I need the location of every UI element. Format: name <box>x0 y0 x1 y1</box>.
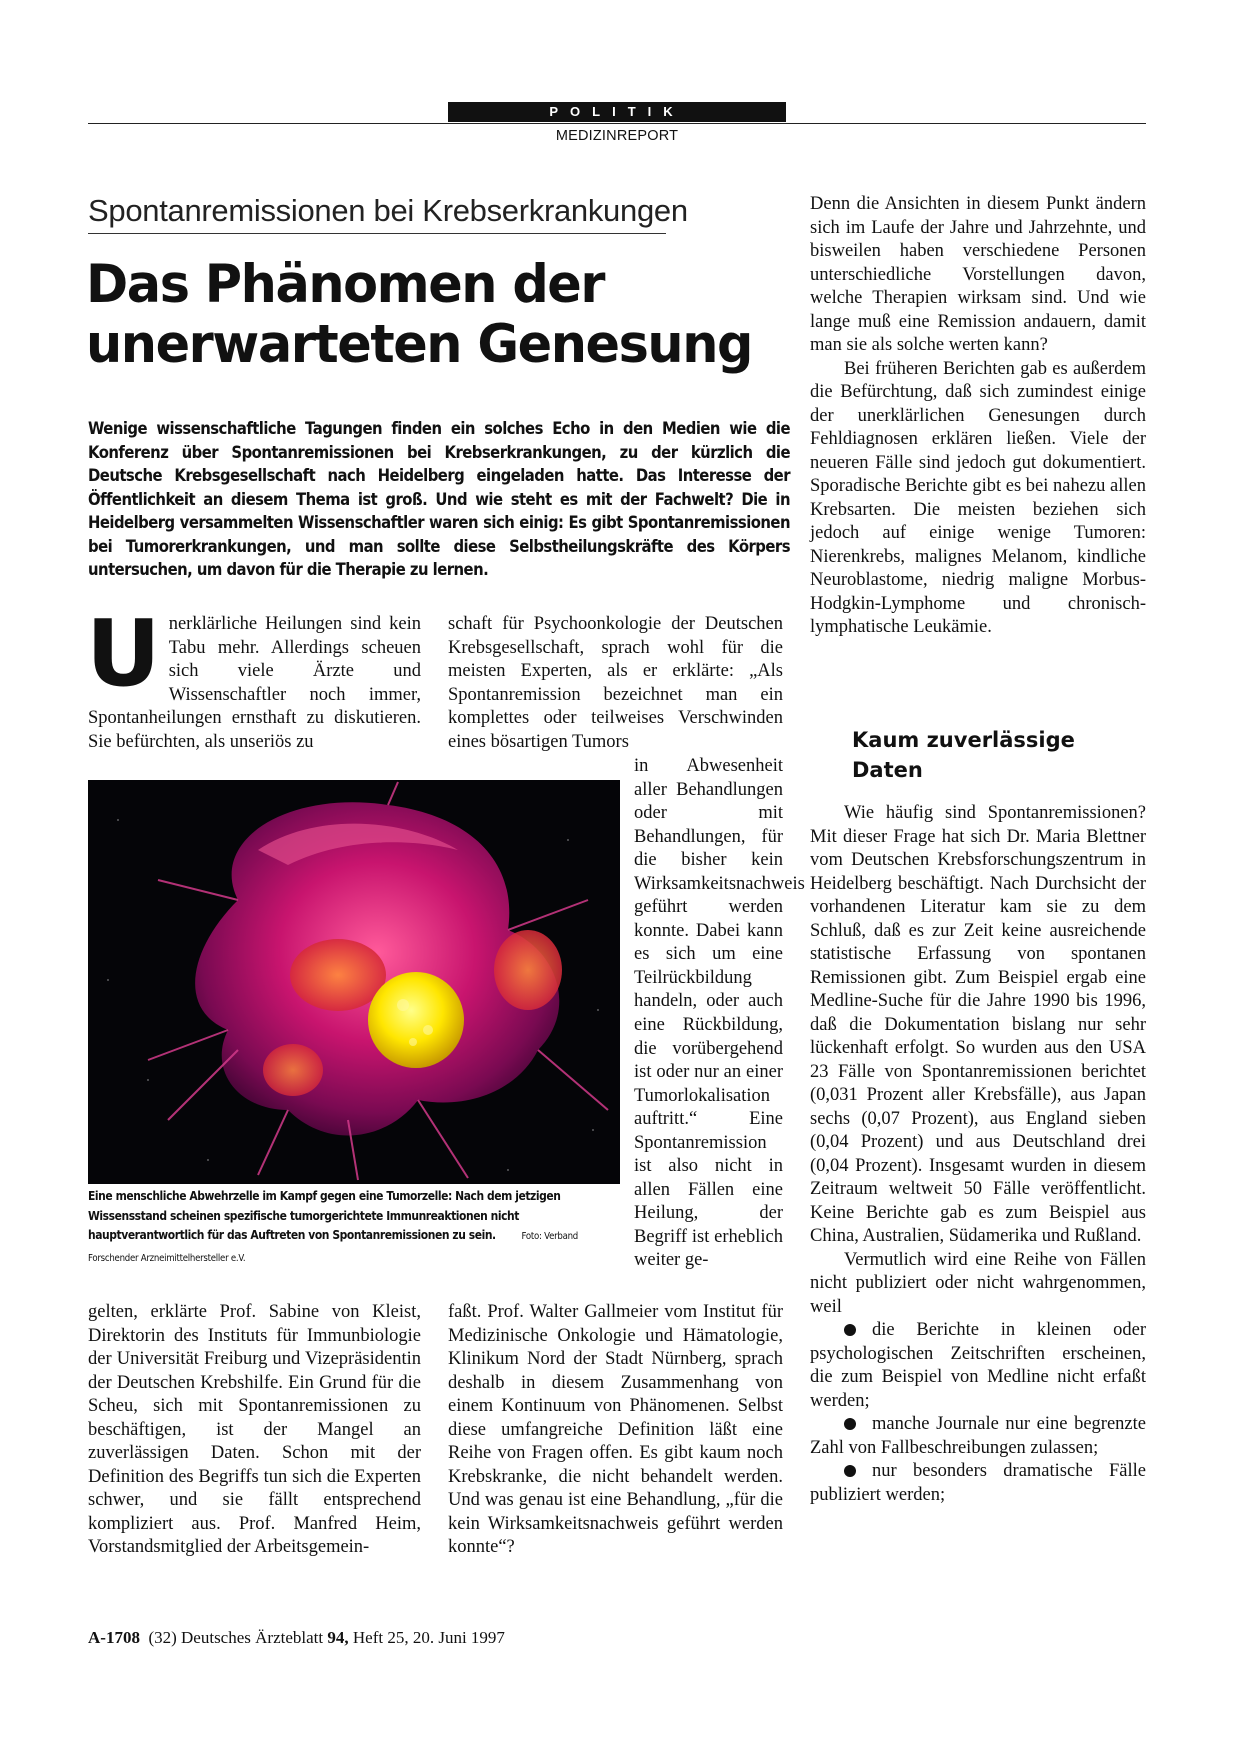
bullet-icon <box>844 1465 856 1477</box>
bullet-item: manche Journale nur eine begrenzte Zahl von Fallbeschreibungen zulassen; <box>810 1414 1146 1458</box>
bullet-icon <box>844 1418 856 1430</box>
column-3-paragraph-3: Wie häufig sind Spontanremissionen? Mit dieser Frage hat sich Dr. Maria Blettner vom Deutschen Krebsforschungszentrum in Heidelberg beschäftigt. Nach Durchsicht der vorhandenen Literatur kam sie zu dem Schluß, daß es zur Zeit keine ausreichende statistische Erfassung von spontanen Remissionen gibt. Zum Beispiel ergab eine Medline-Suche für die Jahre 1990 bis 1996, daß die Dokumentation bislang nur sehr lückenhaft erfolgt. So wurden aus den USA 23 Fälle von Spontanremissionen berichtet (0,031 Prozent aller Krebsfälle), aus Japan sechs (0,07 Prozent), aus England sieben (0,04 Prozent) und aus Deutschland drei (0,04 Prozent). Insgesamt wurden in diesem Zeitraum weltweit 50 Fälle veröffentlicht. Keine Berichte gab es zum Beispiel aus China, Australien, Südamerika und Rußland. <box>810 803 1146 1246</box>
issue-prefix: (32) Deutsches Ärzteblatt <box>148 1628 324 1647</box>
dropcap: U <box>86 600 161 707</box>
volume-number: 94, <box>327 1628 349 1647</box>
page-number: A-1708 <box>88 1628 140 1647</box>
bullet-icon <box>844 1324 856 1336</box>
photo-credit: Foto: Verband Forschender Arzneimittelhersteller e.V. <box>88 1231 579 1264</box>
article-kicker: Spontanremissionen bei Krebserkrankungen <box>88 193 688 228</box>
bullet-item: die Berichte in kleinen oder psychologischen Zeitschriften erscheinen, die zum Beispiel von Medline nicht erfaßt werden; <box>810 1320 1146 1411</box>
column-3-paragraph-4: Vermutlich wird eine Reihe von Fällen nicht publiziert oder nicht wahrgenommen, weil <box>810 1249 1146 1317</box>
column-1-top-text: nerklärliche Heilungen sind kein Tabu mehr. Allerdings scheuen sich viele Ärzte und Wissenschaftler noch immer, Spontanheilungen ernsthaft zu diskutieren. Sie befürchten, als unseriös zu <box>88 614 421 752</box>
section-label: POLITIK <box>448 102 786 122</box>
immune-cell-illustration <box>88 780 620 1184</box>
column-1-top <box>86 600 421 754</box>
headline-line-2: unerwarteten Genesung <box>86 314 752 375</box>
article-lead: Wenige wissenschaftliche Tagungen finden ein solches Echo in den Medien wie die Konferenz über Spontanremissionen bei Krebserkrankungen, zu der kürzlich die Deutsche Krebsgesellschaft nach Heidelberg eingeladen hatte. Das Interesse der Öffentlichkeit an diesem Thema ist groß. Und wie steht es mit der Fachwelt? Die in Heidelberg versammelten Wissenschaftler waren sich einig: Es gibt Spontanremissionen bei Tumorerkrankungen, und man sollte diese Selbstheilungskräfte des Körpers untersuchen, um davon für die Therapie zu lernen. <box>88 419 790 579</box>
caption-text: Eine menschliche Abwehrzelle im Kampf gegen eine Tumorzelle: Nach dem jetzigen Wissensstand scheinen spezifische tumorgerichtete Immunreaktionen nicht hauptverantwortlich für das Auftreten von Spontanremissionen zu sein. <box>88 1188 561 1242</box>
column-1-bottom: gelten, erklärte Prof. Sabine von Kleist, Direktorin des Instituts für Immunbiologie der Universität Freiburg und Vizepräsidentin der Deutschen Krebshilfe. Ein Grund für die Scheu, sich mit Spontanremissionen zu beschäftigen, ist der Mangel an zuverlässigen Daten. Schon mit der Definition des Begriffs tun sich die Experten schwer, und sie fällt entsprechend kompliziert aus. Prof. Manfred Heim, Vorstandsmitglied der Arbeitsgemein- <box>88 1302 421 1557</box>
article-photo <box>88 780 620 1184</box>
photo-caption <box>88 1186 621 1268</box>
bullet-item: nur besonders dramatische Fälle publiziert werden; <box>810 1461 1146 1505</box>
column-3-lower <box>810 802 1146 1507</box>
issue-details: Heft 25, 20. Juni 1997 <box>352 1628 505 1647</box>
column-2-top: schaft für Psychoonkologie der Deutschen Krebsgesellschaft, sprach wohl für die meisten Experten, als er erklärte: „Als Spontanremission bezeichnet man ein komplettes oder teilweises Verschwinden eines bösartigen Tumors <box>448 614 783 752</box>
column-2-narrow: in Abwesenheit aller Behandlungen oder mit Behandlungen, für die bisher kein Wirksamkeitsnachweis geführt werden konnte. Dabei kann es sich um eine Teilrückbildung handeln, oder auch eine Rückbildung, die vorübergehend ist oder nur an einer Tumorlokalisation auftritt.“ Eine Spontanremission ist also nicht in allen Fällen eine Heilung, der Begriff ist erheblich weiter ge- <box>634 756 805 1271</box>
subsection-label: MEDIZINREPORT <box>555 128 679 144</box>
kicker-rule <box>88 233 666 234</box>
header-rule <box>88 123 1146 124</box>
article-headline <box>86 255 758 375</box>
headline-line-1: Das Phänomen der <box>86 254 605 315</box>
column-3-upper <box>810 193 1146 640</box>
column-3-paragraph-1: Denn die Ansichten in diesem Punkt ändern sich im Laufe der Jahre und Jahrzehnte, und bisweilen haben verschiedene Personen unterschiedliche Vorstellungen davon, welche Therapien wirksam sind. Und wie lange muß eine Remission andauern, damit man sie als solche werten kann? <box>810 194 1146 355</box>
column-2-bottom: faßt. Prof. Walter Gallmeier vom Institut für Medizinische Onkologie und Hämatologie, Klinikum Nord der Stadt Nürnberg, sprach deshalb in diesem Zusammenhang von einem Kontinuum von Phänomenen. Selbst diese umfangreiche Definition läßt eine Reihe von Fragen offen. Es gibt kaum noch Krebskranke, die nicht behandelt werden. Und was genau ist eine Behandlung, „für die kein Wirksamkeitsnachweis geführt werden konnte“? <box>448 1302 783 1557</box>
page-footer <box>88 1628 505 1648</box>
section-subhead: Kaum zuverlässige Daten <box>852 728 1075 782</box>
column-3-paragraph-2: Bei früheren Berichten gab es außerdem die Befürchtung, daß sich zumindest einige der unerklärlichen Genesungen durch Fehldiagnosen erklären ließen. Viele der neueren Fälle sind jedoch gut dokumentiert. Sporadische Berichte gibt es bei nahezu allen Krebsarten. Die meisten beziehen sich jedoch auf einige wenige Tumoren: Nierenkrebs, malignes Melanom, kindliche Neuroblastome, niedrig maligne Morbus-Hodgkin-Lymphome und chronisch-lymphatische Leukämie. <box>810 358 1146 637</box>
